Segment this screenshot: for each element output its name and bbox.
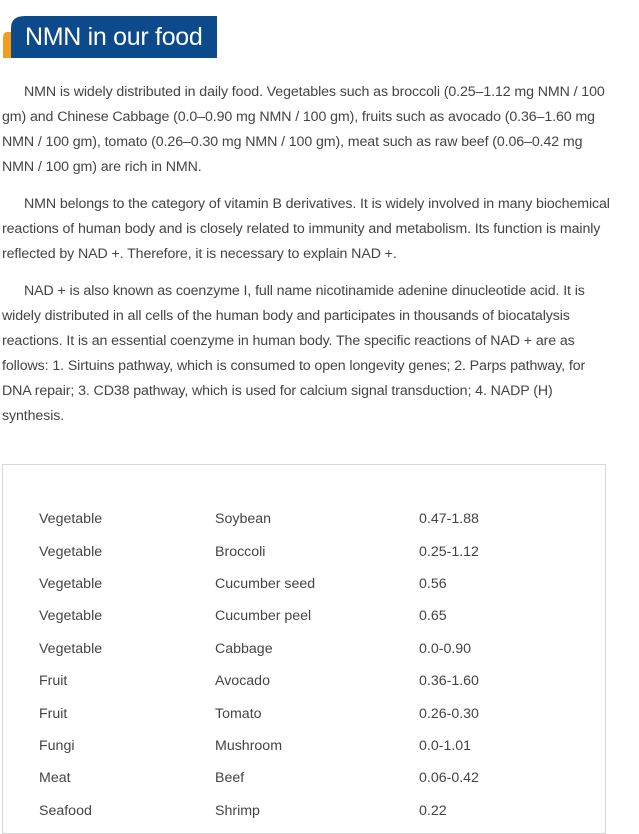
cell-food: Avocado [215, 673, 270, 690]
cell-value: 0.25-1.12 [419, 543, 479, 560]
cell-value: 0.47-1.88 [419, 511, 479, 528]
cell-value: 0.06-0.42 [419, 770, 479, 787]
nmn-content-table [39, 503, 569, 827]
table-row [39, 730, 569, 762]
page-title: NMN in our food [25, 23, 203, 51]
table-row [39, 697, 569, 729]
cell-food: Beef [215, 770, 245, 787]
cell-value: 0.26-0.30 [419, 705, 479, 722]
cell-value: 0.36-1.60 [419, 673, 479, 690]
table-row [39, 568, 569, 600]
table-row [39, 503, 569, 535]
cell-value: 0.0-1.01 [419, 737, 472, 754]
cell-food: Tomato [215, 705, 262, 722]
cell-food: Cucumber peel [215, 608, 312, 625]
cell-value: 0.0-0.90 [419, 640, 472, 657]
cell-category: Vegetable [39, 543, 103, 560]
cell-category: Vegetable [39, 608, 103, 625]
cell-food: Shrimp [215, 802, 260, 819]
table-body [39, 503, 569, 827]
cell-category: Vegetable [39, 575, 103, 592]
cell-category: Meat [39, 770, 71, 787]
cell-category: Vegetable [39, 640, 103, 657]
paragraph-nmn-in-food: NMN is widely distributed in daily food. Vegetables such as broccoli (0.25–1.12 mg NMN / 100 gm) and Chinese Cabbage (0.0–0.90 mg NMN / 100 gm), fruits such as avocado (0.36–1.60 mg NMN / 100 gm), tomato (0.26–0.30 mg NMN / 100 gm), meat such as raw beef (0.06–0.42 mg NMN / 100 gm) are rich in NMN. [2, 84, 605, 175]
cell-category: Fruit [39, 705, 68, 722]
table-row [39, 633, 569, 665]
paragraph-vitamin-b: NMN belongs to the category of vitamin B derivatives. It is widely involved in many biochemical reactions of human body and is closely related to immunity and metabolism. Its function is mainly reflected by NAD +. Therefore, it is necessary to explain NAD +. [2, 196, 610, 262]
article-body [2, 80, 612, 441]
cell-food: Cucumber seed [215, 575, 316, 592]
cell-category: Vegetable [39, 511, 103, 528]
table-row [39, 665, 569, 697]
section-banner [3, 16, 217, 58]
cell-category: Fruit [39, 673, 68, 690]
table-row [39, 795, 569, 827]
cell-value: 0.56 [419, 575, 447, 592]
cell-food: Cabbage [215, 640, 273, 657]
cell-food: Broccoli [215, 543, 266, 560]
paragraph-nad: NAD + is also known as coenzyme I, full name nicotinamide adenine dinucleotide acid. It is widely distributed in all cells of the human body and participates in thousands of biocatalysis reactions. It is an essential coenzyme in human body. The specific reactions of NAD + are as follows: 1. Sirtuins pathway, which is consumed to open longevity genes; 2. Parps pathway, for DNA repair; 3. CD38 pathway, which is used for calcium signal transduction; 4. NADP (H) synthesis. [2, 283, 586, 424]
cell-value: 0.65 [419, 608, 447, 625]
table-row [39, 535, 569, 567]
cell-food: Soybean [215, 511, 272, 528]
nmn-content-table-frame [2, 464, 606, 834]
table-row [39, 600, 569, 632]
cell-food: Mushroom [215, 737, 283, 754]
cell-category: Fungi [39, 737, 75, 754]
cell-value: 0.22 [419, 802, 447, 819]
cell-category: Seafood [39, 802, 92, 819]
table-row [39, 762, 569, 794]
